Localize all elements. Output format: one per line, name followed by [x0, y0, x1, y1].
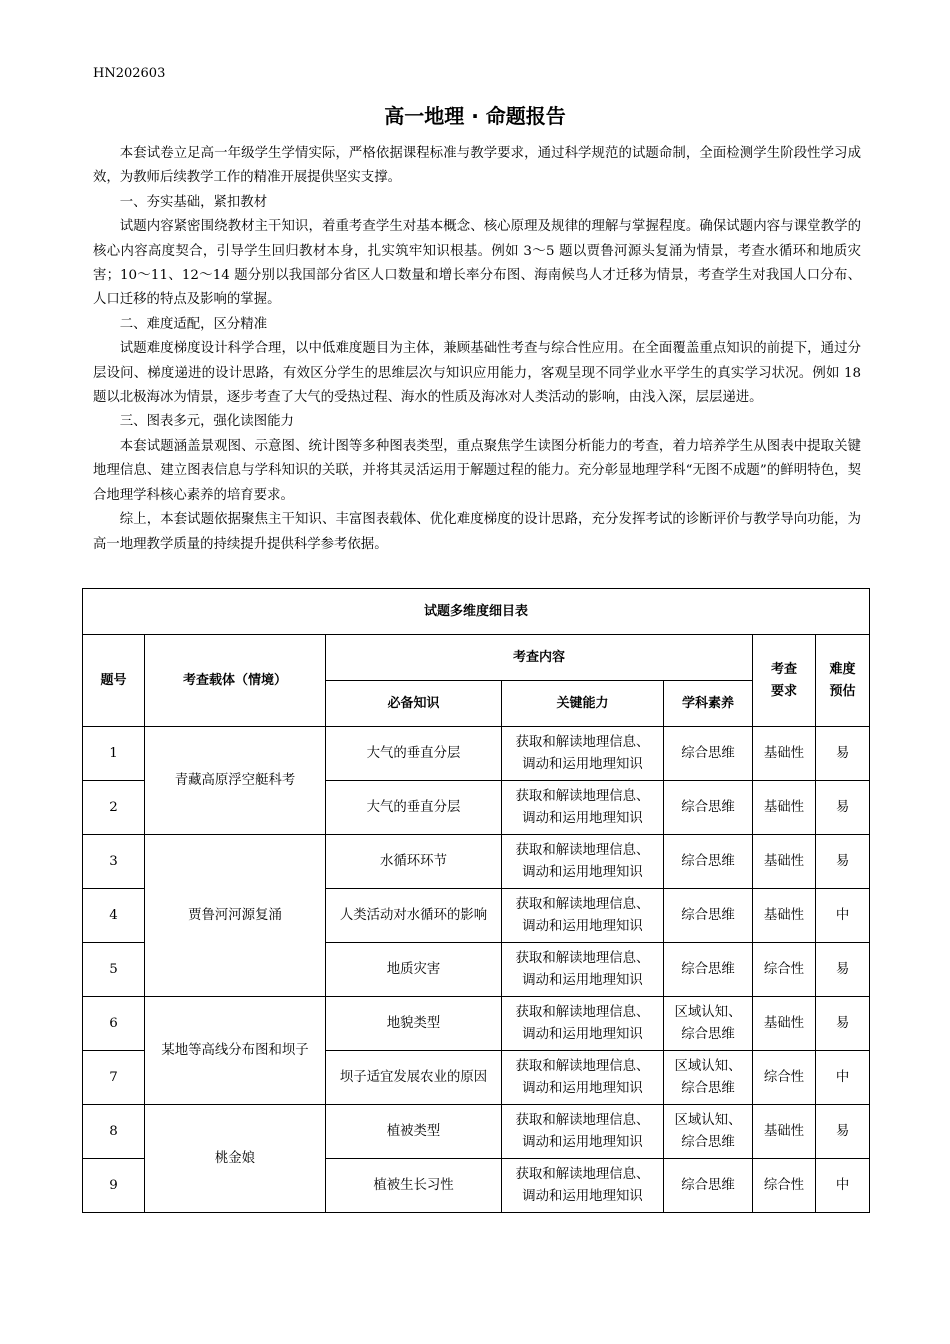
table-row	[83, 727, 870, 781]
spec-table	[82, 588, 870, 1213]
cell-num: 2	[83, 781, 145, 835]
cell-requirement: 综合性	[753, 943, 816, 997]
cell-knowledge: 人类活动对水循环的影响	[326, 889, 502, 943]
cell-difficulty: 中	[816, 889, 870, 943]
cell-difficulty: 中	[816, 1159, 870, 1213]
cell-difficulty: 易	[816, 1105, 870, 1159]
cell-context: 贾鲁河河源复涌	[145, 835, 326, 997]
cell-literacy: 区域认知、综合思维	[664, 1051, 753, 1105]
header-literacy: 学科素养	[664, 681, 753, 727]
cell-ability: 获取和解读地理信息、调动和运用地理知识	[502, 1159, 664, 1213]
cell-num: 9	[83, 1159, 145, 1213]
table-row	[83, 835, 870, 889]
intro-paragraph: 本套试卷立足高一年级学生学情实际，严格依据课程标准与教学要求，通过科学规范的试题命制，全面检测学生阶段性学习成效，为教师后续教学工作的精准开展提供坚实支撑。	[93, 146, 861, 186]
section-paragraph: 试题内容紧密围绕教材主干知识，着重考查学生对基本概念、核心原理及规律的理解与掌握程度。确保试题内容与课堂教学的核心内容高度契合，引导学生回归教材本身，扎实筑牢知识根基。例如 3～5 题以贾鲁河源头复涌为情景，考查水循环和地质灾害；10～11、12～14 题分别以我国部分省区人口数量和增长率分布图、海南候鸟人才迁移为情景，考查学生对我国人口分布、人口迁移的特点及影响的掌握。	[93, 219, 861, 308]
cell-num: 6	[83, 997, 145, 1051]
cell-difficulty: 中	[816, 1051, 870, 1105]
cell-ability: 获取和解读地理信息、调动和运用地理知识	[502, 1105, 664, 1159]
table-caption: 试题多维度细目表	[83, 589, 870, 635]
header-requirement: 考查要求	[753, 635, 816, 727]
cell-difficulty: 易	[816, 997, 870, 1051]
cell-literacy: 综合思维	[664, 781, 753, 835]
cell-requirement: 基础性	[753, 997, 816, 1051]
cell-difficulty: 易	[816, 781, 870, 835]
table-row	[83, 1105, 870, 1159]
cell-knowledge: 地貌类型	[326, 997, 502, 1051]
cell-ability: 获取和解读地理信息、调动和运用地理知识	[502, 997, 664, 1051]
section-heading: 三、图表多元，强化读图能力	[119, 414, 294, 430]
cell-requirement: 综合性	[753, 1051, 816, 1105]
cell-ability: 获取和解读地理信息、调动和运用地理知识	[502, 781, 664, 835]
header-difficulty: 难度预估	[816, 635, 870, 727]
section-paragraph: 本套试题涵盖景观图、示意图、统计图等多种图表类型，重点聚焦学生读图分析能力的考查，着力培养学生从图表中提取关键地理信息、建立图表信息与学科知识的关联，并将其灵活运用于解题过程的能力。充分彰显地理学科“无图不成题”的鲜明特色，契合地理学科核心素养的培育要求。	[93, 438, 861, 503]
summary-paragraph: 综上，本套试题依据聚焦主干知识、丰富图表载体、优化难度梯度的设计思路，充分发挥考试的诊断评价与教学导向功能，为高一地理教学质量的持续提升提供科学参考依据。	[93, 512, 861, 552]
cell-requirement: 基础性	[753, 835, 816, 889]
cell-requirement: 基础性	[753, 727, 816, 781]
cell-num: 1	[83, 727, 145, 781]
cell-literacy: 综合思维	[664, 889, 753, 943]
cell-ability: 获取和解读地理信息、调动和运用地理知识	[502, 835, 664, 889]
cell-requirement: 综合性	[753, 1159, 816, 1213]
header-ability: 关键能力	[502, 681, 664, 727]
header-context: 考查载体（情境）	[145, 635, 326, 727]
cell-knowledge: 大气的垂直分层	[326, 727, 502, 781]
cell-ability: 获取和解读地理信息、调动和运用地理知识	[502, 889, 664, 943]
cell-literacy: 区域认知、综合思维	[664, 1105, 753, 1159]
cell-knowledge: 坝子适宜发展农业的原因	[326, 1051, 502, 1105]
header-content: 考查内容	[326, 635, 753, 681]
cell-context: 某地等高线分布图和坝子	[145, 997, 326, 1105]
cell-knowledge: 地质灾害	[326, 943, 502, 997]
section-heading: 二、难度适配，区分精准	[119, 316, 268, 332]
cell-knowledge: 植被生长习性	[326, 1159, 502, 1213]
cell-knowledge: 大气的垂直分层	[326, 781, 502, 835]
cell-literacy: 综合思维	[664, 943, 753, 997]
cell-num: 4	[83, 889, 145, 943]
cell-ability: 获取和解读地理信息、调动和运用地理知识	[502, 1051, 664, 1105]
cell-num: 8	[83, 1105, 145, 1159]
cell-num: 7	[83, 1051, 145, 1105]
document-code: HN202603	[93, 66, 166, 81]
cell-requirement: 基础性	[753, 1105, 816, 1159]
section-heading: 一、夯实基础，紧扣教材	[119, 194, 268, 210]
cell-requirement: 基础性	[753, 781, 816, 835]
section-paragraph: 试题难度梯度设计科学合理，以中低难度题目为主体，兼顾基础性考查与综合性应用。在全面覆盖重点知识的前提下，通过分层设问、梯度递进的设计思路，有效区分学生的思维层次与知识应用能力，客观呈现不同学业水平学生的真实学习状况。例如 18 题以北极海冰为情景，逐步考查了大气的受热过程、海水的性质及海冰对人类活动的影响，由浅入深，层层递进。	[93, 341, 861, 406]
report-body	[93, 142, 861, 557]
cell-difficulty: 易	[816, 943, 870, 997]
cell-knowledge: 植被类型	[326, 1105, 502, 1159]
cell-knowledge: 水循环环节	[326, 835, 502, 889]
page-title: 高一地理 · 命题报告	[384, 104, 566, 128]
header-knowledge: 必备知识	[326, 681, 502, 727]
cell-literacy: 综合思维	[664, 1159, 753, 1213]
table-row	[83, 997, 870, 1051]
cell-difficulty: 易	[816, 727, 870, 781]
header-num: 题号	[83, 635, 145, 727]
cell-requirement: 基础性	[753, 889, 816, 943]
cell-ability: 获取和解读地理信息、调动和运用地理知识	[502, 943, 664, 997]
cell-literacy: 区域认知、综合思维	[664, 997, 753, 1051]
cell-num: 5	[83, 943, 145, 997]
cell-num: 3	[83, 835, 145, 889]
cell-literacy: 综合思维	[664, 835, 753, 889]
cell-literacy: 综合思维	[664, 727, 753, 781]
cell-context: 青藏高原浮空艇科考	[145, 727, 326, 835]
cell-difficulty: 易	[816, 835, 870, 889]
cell-context: 桃金娘	[145, 1105, 326, 1213]
cell-ability: 获取和解读地理信息、调动和运用地理知识	[502, 727, 664, 781]
